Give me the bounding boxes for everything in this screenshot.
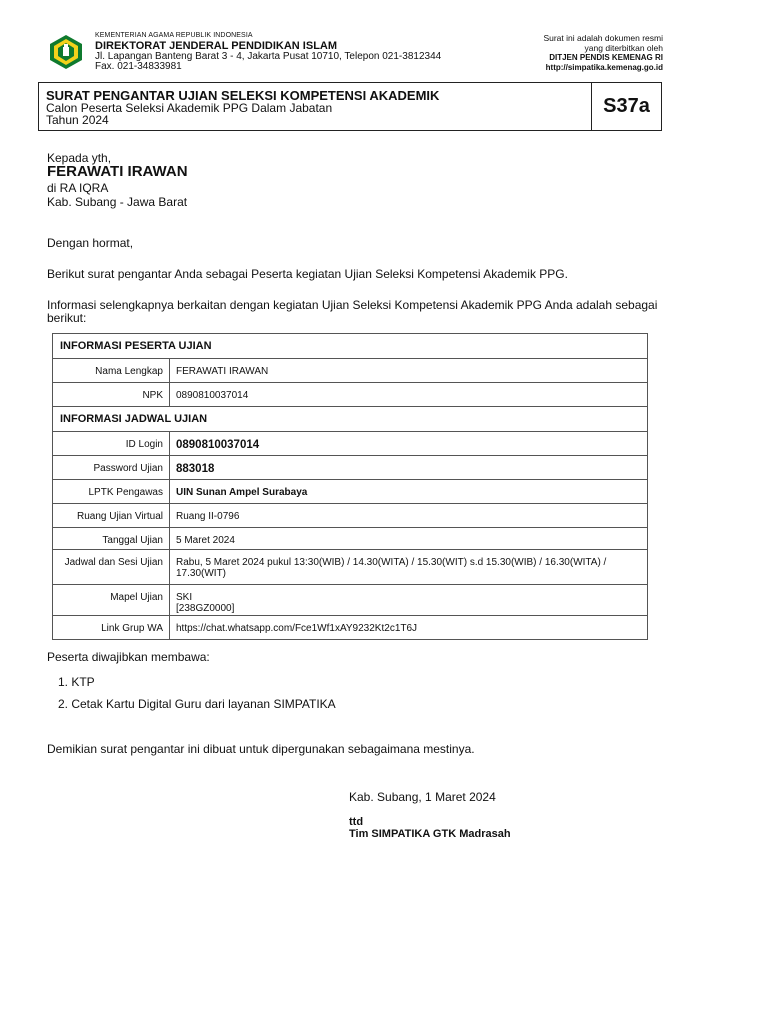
recipient-region: Kab. Subang - Jawa Barat xyxy=(47,195,188,209)
document-year: Tahun 2024 xyxy=(46,113,109,127)
list-item: 2. Cetak Kartu Digital Guru dari layanan SIMPATIKA xyxy=(58,697,336,711)
greeting: Dengan hormat, xyxy=(47,236,134,250)
directorate-name: DIREKTORAT JENDERAL PENDIDIKAN ISLAM xyxy=(95,40,338,52)
field-value: 0890810037014 xyxy=(170,432,648,456)
fax-line: Fax. 021-34833981 xyxy=(95,61,182,72)
subject-line: SKI xyxy=(176,592,193,603)
document-subtitle: Calon Peserta Seleksi Akademik PPG Dalam Jabatan xyxy=(46,101,333,115)
schedule-line: Rabu, 5 Maret 2024 pukul 13:30(WIB) / 14.30(WITA) / 15.30(WIT) s.d 15.30(WIB) / 16.30(WITA) / xyxy=(176,557,607,568)
closing-statement: Demikian surat pengantar ini dibuat untuk dipergunakan sebagaimana mestinya. xyxy=(47,742,475,756)
table-row xyxy=(53,334,648,359)
note-issuer: DITJEN PENDIS KEMENAG RI xyxy=(549,53,663,62)
table-row xyxy=(53,456,648,480)
note-url: http://simpatika.kemenag.go.id xyxy=(545,63,663,72)
field-value: FERAWATI IRAWAN xyxy=(170,359,648,383)
section-header-jadwal: INFORMASI JADWAL UJIAN xyxy=(53,407,648,432)
document-title: SURAT PENGANTAR UJIAN SELEKSI KOMPETENSI AKADEMIK xyxy=(46,88,440,103)
document-code: S37a xyxy=(591,83,661,130)
field-label: Link Grup WA xyxy=(53,616,170,640)
note-line: Surat ini adalah dokumen resmi xyxy=(543,33,663,43)
ministry-name: KEMENTERIAN AGAMA REPUBLIK INDONESIA xyxy=(95,32,253,39)
official-note xyxy=(543,33,663,73)
salutation: Kepada yth, xyxy=(47,151,112,165)
table-row xyxy=(53,480,648,504)
table-row xyxy=(53,616,648,640)
field-value: 883018 xyxy=(170,456,648,480)
recipient-name: FERAWATI IRAWAN xyxy=(47,163,188,180)
field-label: Ruang Ujian Virtual xyxy=(53,504,170,528)
field-label: LPTK Pengawas xyxy=(53,480,170,504)
field-value xyxy=(170,585,648,616)
whatsapp-link[interactable]: https://chat.whatsapp.com/Fce1Wf1xAY9232Kt2c1T6J xyxy=(170,616,648,640)
field-value: Ruang II-0796 xyxy=(170,504,648,528)
table-row xyxy=(53,383,648,407)
field-value xyxy=(170,550,648,585)
subject-code: [238GZ0000] xyxy=(176,603,235,614)
table-row xyxy=(53,359,648,383)
section-header-peserta: INFORMASI PESERTA UJIAN xyxy=(53,334,648,359)
address-line: Jl. Lapangan Banteng Barat 3 - 4, Jakarta Pusat 10710, Telepon 021-3812344 xyxy=(95,51,442,62)
body-paragraph: Berikut surat pengantar Anda sebagai Peserta kegiatan Ujian Seleksi Kompetensi Akademik PPG. xyxy=(47,267,568,281)
field-label: ID Login xyxy=(53,432,170,456)
exam-info-table xyxy=(52,333,648,640)
field-value: UIN Sunan Ampel Surabaya xyxy=(170,480,648,504)
table-row xyxy=(53,585,648,616)
list-item: 1. KTP xyxy=(58,675,95,689)
field-label: Password Ujian xyxy=(53,456,170,480)
requirements-list xyxy=(58,675,336,719)
table-row xyxy=(53,432,648,456)
field-value: 5 Maret 2024 xyxy=(170,528,648,550)
recipient-institution: di RA IQRA xyxy=(47,181,109,195)
field-label: Mapel Ujian xyxy=(53,585,170,616)
field-value: 0890810037014 xyxy=(170,383,648,407)
signature-signer: Tim SIMPATIKA GTK Madrasah xyxy=(349,828,511,840)
table-row xyxy=(53,528,648,550)
field-label: Tanggal Ujian xyxy=(53,528,170,550)
note-line: yang diterbitkan oleh xyxy=(584,43,663,53)
kemenag-logo-icon xyxy=(46,34,86,70)
title-box xyxy=(38,82,662,131)
signature-ttd: ttd xyxy=(349,816,364,828)
body-paragraph: Informasi selengkapnya berkaitan dengan kegiatan Ujian Seleksi Kompetensi Akademik PPG Anda adalah sebagai xyxy=(47,298,658,312)
signature-place-date: Kab. Subang, 1 Maret 2024 xyxy=(349,790,496,804)
table-row xyxy=(53,504,648,528)
table-row xyxy=(53,550,648,585)
body-paragraph: berikut: xyxy=(47,311,87,325)
field-label: Nama Lengkap xyxy=(53,359,170,383)
field-label: NPK xyxy=(53,383,170,407)
letterhead xyxy=(46,30,666,74)
table-row xyxy=(53,407,648,432)
requirements-intro: Peserta diwajibkan membawa: xyxy=(47,650,210,664)
field-label: Jadwal dan Sesi Ujian xyxy=(53,550,170,585)
schedule-line: 17.30(WIT) xyxy=(176,568,227,579)
